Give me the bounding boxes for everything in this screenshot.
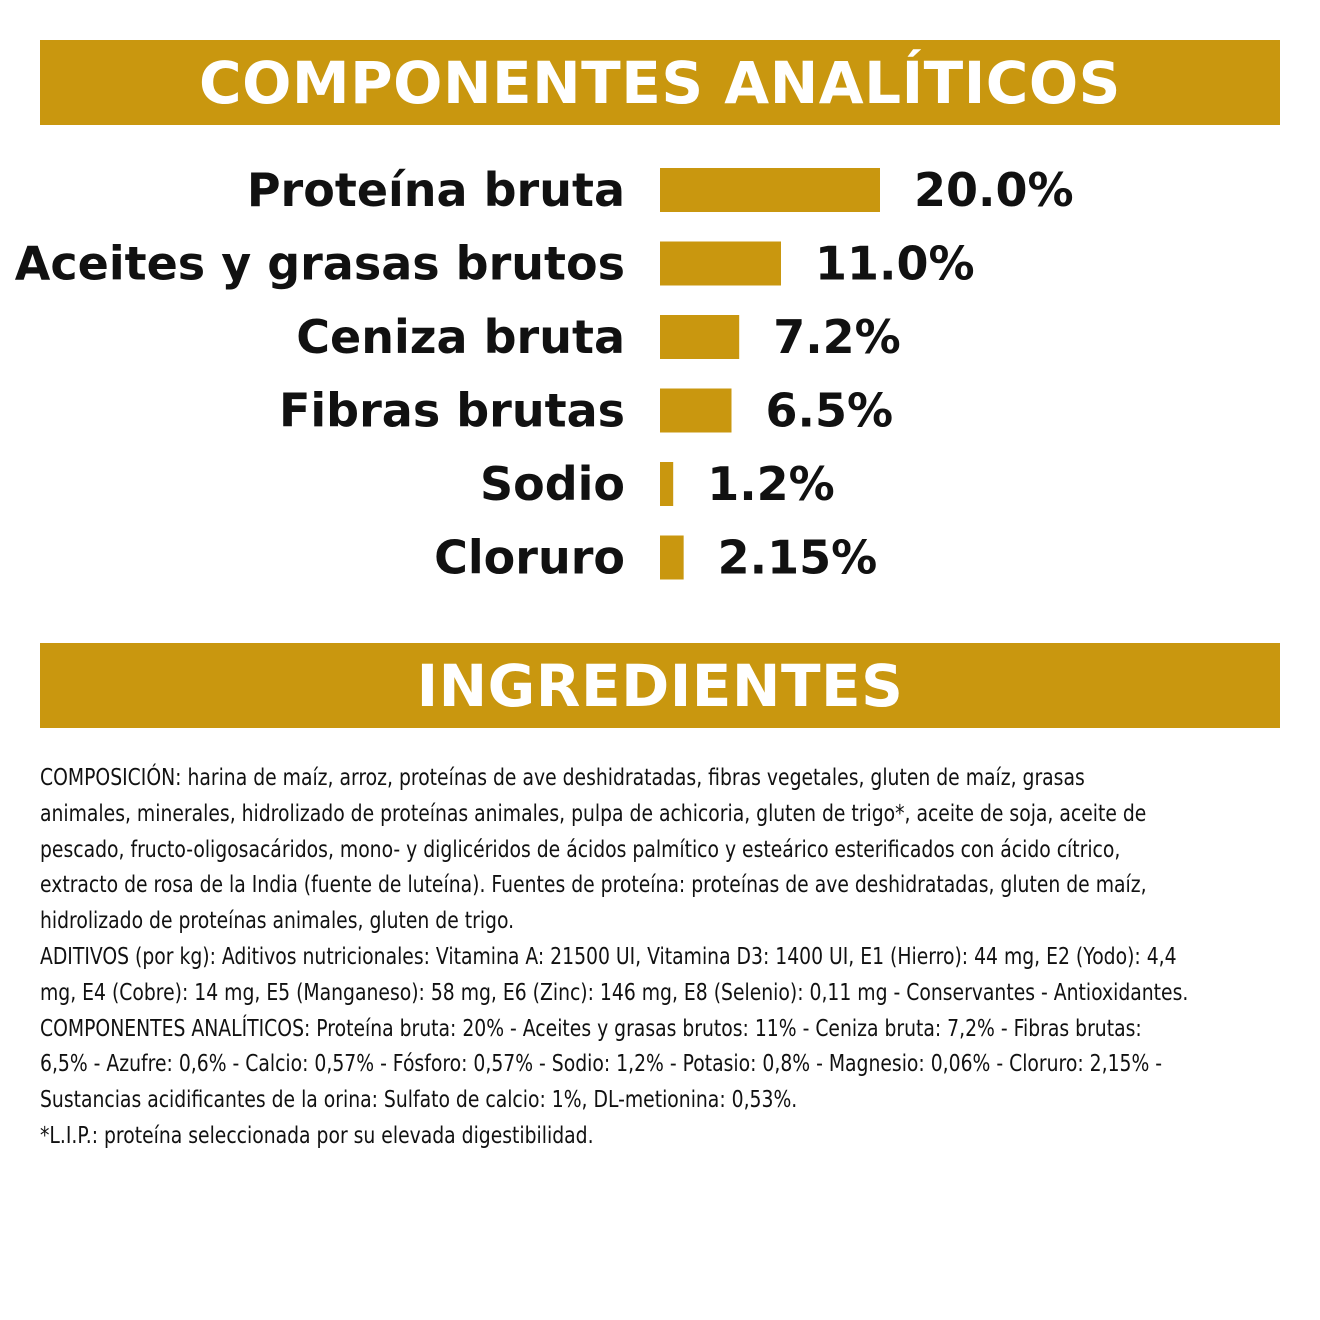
ingredients-line: extracto de rosa de la India (fuente de luteína). Fuentes de proteína: proteínas de ave deshidratadas, gluten de maíz,	[40, 871, 1147, 899]
bar	[660, 536, 684, 580]
category-label: Cloruro	[434, 530, 625, 585]
ingredients-line: COMPOSICIÓN: harina de maíz, arroz, proteínas de ave deshidratadas, fibras vegetales, gluten de maíz, grasas	[40, 764, 1085, 791]
ingredients-line: *L.I.P.: proteína seleccionada por su elevada digestibilidad.	[40, 1121, 594, 1149]
ingredients-line: animales, minerales, hidrolizado de proteínas animales, pulpa de achicoria, gluten de trigo*, aceite de soja, aceite de	[40, 799, 1147, 827]
category-label: Ceniza bruta	[296, 310, 625, 364]
components-header-title: COMPONENTES ANALÍTICOS	[199, 48, 1121, 117]
ingredients-header-banner	[40, 643, 1280, 728]
category-label: Proteína bruta	[246, 163, 625, 217]
ingredients-line: ADITIVOS (por kg): Aditivos nutricionales: Vitamina A: 21500 UI, Vitamina D3: 1400 UI, E1 (Hierro): 44 mg, E2 (Yodo): 4,4	[40, 942, 1177, 970]
bar	[660, 389, 732, 433]
bar	[660, 242, 781, 286]
ingredients-line: mg, E4 (Cobre): 14 mg, E5 (Manganeso): 58 mg, E6 (Zinc): 146 mg, E8 (Selenio): 0,11 mg - Conservantes - Antioxidantes.	[40, 978, 1189, 1006]
category-label: Sodio	[479, 457, 625, 511]
bar	[660, 315, 739, 359]
components-header-banner	[40, 40, 1280, 125]
ingredients-line: pescado, fructo-oligosacáridos, mono- y diglicéridos de ácidos palmítico y esteárico esterificados con ácido cítrico,	[40, 835, 1121, 863]
nutrient-bar-chart	[0, 140, 1320, 610]
value-label: 2.15%	[717, 530, 878, 585]
value-label: 1.2%	[707, 457, 835, 511]
bar	[660, 168, 880, 212]
ingredients-line: 6,5% - Azufre: 0,6% - Calcio: 0,57% - Fósforo: 0,57% - Sodio: 1,2% - Potasio: 0,8% - Magnesio: 0,06% - Cloruro: 2,15% -	[40, 1050, 1163, 1078]
ingredients-line: COMPONENTES ANALÍTICOS: Proteína bruta: 20% - Aceites y grasas brutos: 11% - Ceniza bruta: 7,2% - Fibras brutas:	[40, 1014, 1142, 1042]
bar	[660, 462, 673, 506]
value-label: 11.0%	[815, 236, 975, 291]
category-label: Aceites y grasas brutos	[14, 236, 625, 291]
category-label: Fibras brutas	[278, 383, 625, 438]
ingredients-text-block	[40, 760, 1189, 1154]
value-label: 7.2%	[773, 310, 901, 364]
ingredients-header-title: INGREDIENTES	[416, 651, 904, 720]
value-label: 20.0%	[914, 163, 1074, 217]
value-label: 6.5%	[765, 383, 894, 438]
ingredients-line: Sustancias acidificantes de la orina: Sulfato de calcio: 1%, DL-metionina: 0,53%.	[40, 1086, 798, 1114]
ingredients-line: hidrolizado de proteínas animales, gluten de trigo.	[40, 907, 515, 935]
